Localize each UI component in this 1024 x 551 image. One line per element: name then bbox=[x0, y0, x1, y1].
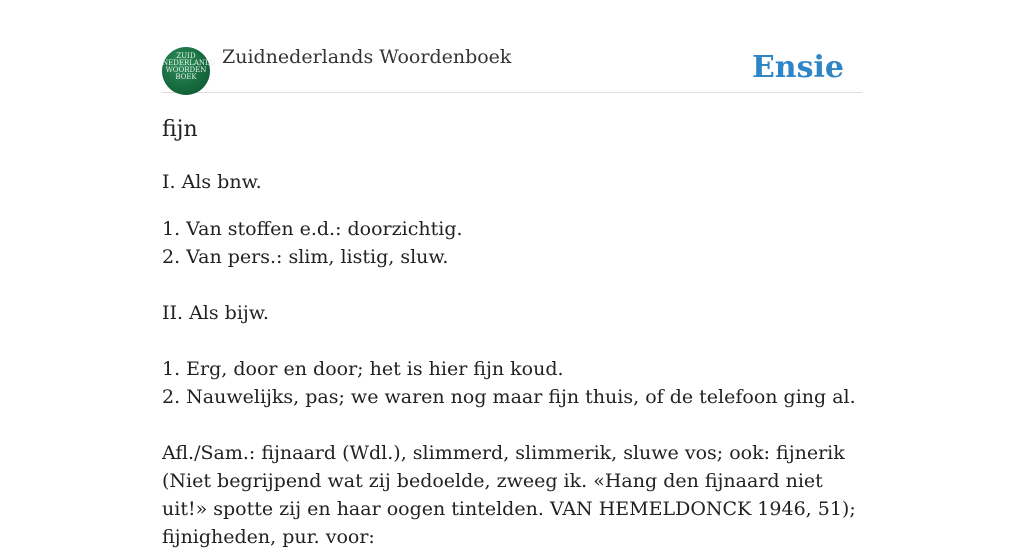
entry-headword: fijn bbox=[162, 117, 198, 142]
section-2-title: II. Als bijw. bbox=[162, 302, 269, 324]
site-header bbox=[162, 42, 862, 93]
list-item: 2. Nauwelijks, pas; we waren nog maar fijn thuis, of de telefoon ging al. bbox=[162, 386, 856, 408]
list-item: 2. Van pers.: slim, listig, sluw. bbox=[162, 246, 449, 268]
page bbox=[162, 0, 862, 548]
section-1-list bbox=[162, 215, 862, 271]
list-item: 1. Van stoffen e.d.: doorzichtig. bbox=[162, 218, 463, 240]
section-1-title: I. Als bnw. bbox=[162, 171, 262, 193]
site-logo[interactable] bbox=[162, 47, 216, 95]
list-item: 1. Erg, door en door; het is hier fijn koud. bbox=[162, 358, 564, 380]
logo-text: ZUID NEDERLANDS WOORDEN BOEK bbox=[162, 52, 216, 81]
section-2-list bbox=[162, 355, 862, 411]
afl-sam-paragraph: Afl./Sam.: fijnaard (Wdl.), slimmerd, slimmerik, sluwe vos; ook: fijnerik (Niet begrijpend wat zij bedoelde, zweeg ik. «Hang den fijnaard niet uit!» spotte zij en haar oogen tintelden. VAN HEMELDONCK 1946, 51); fijnigheden, pur. voor: bbox=[162, 442, 856, 548]
entry-content bbox=[162, 112, 862, 551]
site-title[interactable]: Zuidnederlands Woordenboek bbox=[222, 46, 512, 68]
brand-link[interactable]: Ensie bbox=[751, 50, 844, 85]
